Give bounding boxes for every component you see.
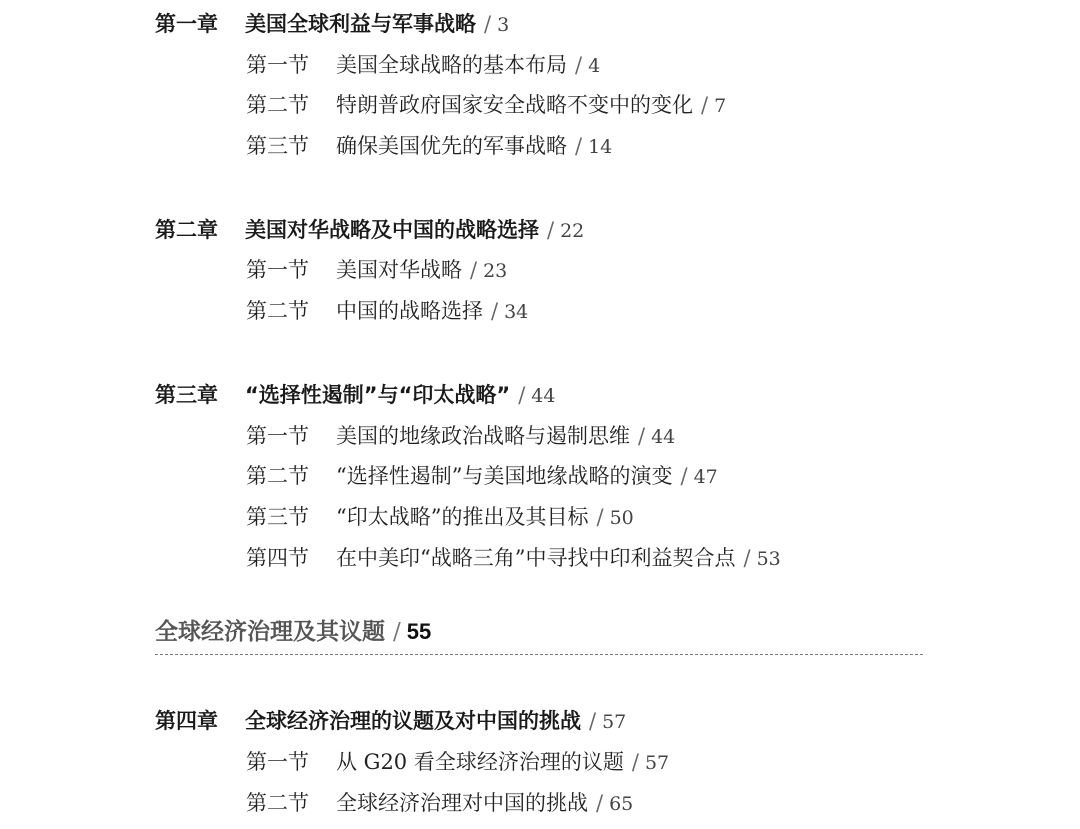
section-3-1-entry[interactable] <box>246 426 675 447</box>
page-number: 47 <box>693 466 718 488</box>
section-label: 第四节 <box>246 546 309 570</box>
section-title: 特朗普政府国家安全战略不变中的变化 <box>336 93 693 117</box>
section-title: “选择性遏制”与美国地缘战略的演变 <box>336 464 673 488</box>
page-number: 23 <box>483 260 508 282</box>
section-label: 第二节 <box>246 464 309 488</box>
chapter-title: 美国对华战略及中国的战略选择 <box>245 218 539 242</box>
section-2-2-entry[interactable] <box>246 301 528 322</box>
section-title: 全球经济治理对中国的挑战 <box>336 791 588 815</box>
page-number: 44 <box>531 385 556 407</box>
page-number: 22 <box>560 220 585 242</box>
page-number: 14 <box>588 136 613 158</box>
section-2-1-entry[interactable] <box>246 260 507 281</box>
section-label: 第一节 <box>246 750 309 774</box>
chapter-label: 第二章 <box>155 218 218 242</box>
page-separator: / <box>491 299 499 323</box>
section-title: 确保美国优先的军事战略 <box>336 134 567 158</box>
page-separator: / <box>589 709 597 733</box>
section-1-2-entry[interactable] <box>246 95 726 116</box>
chapter-label: 第四章 <box>155 709 218 733</box>
section-4-2-entry[interactable] <box>246 793 633 814</box>
chapter-4-entry[interactable] <box>155 711 626 732</box>
chapter-title: 全球经济治理的议题及对中国的挑战 <box>245 709 581 733</box>
section-3-2-entry[interactable] <box>246 466 718 487</box>
section-1-3-entry[interactable] <box>246 136 612 157</box>
chapter-label: 第三章 <box>155 383 218 407</box>
page-separator: / <box>631 750 639 774</box>
section-label: 第一节 <box>246 258 309 282</box>
page-number: 55 <box>406 619 432 644</box>
page-separator: / <box>393 619 401 645</box>
section-label: 第二节 <box>246 299 309 323</box>
section-title: 美国的地缘政治战略与遏制思维 <box>336 424 630 448</box>
part-title: 全球经济治理及其议题 <box>155 619 385 645</box>
section-4-1-entry[interactable] <box>246 752 669 773</box>
section-title: 从 G20 看全球经济治理的议题 <box>336 750 624 774</box>
chapter-label: 第一章 <box>155 12 218 36</box>
section-label: 第三节 <box>246 134 309 158</box>
page-separator: / <box>680 464 688 488</box>
section-title: 中国的战略选择 <box>336 299 483 323</box>
page-separator: / <box>547 218 555 242</box>
chapter-title: 美国全球利益与军事战略 <box>245 12 476 36</box>
page-separator: / <box>518 383 526 407</box>
page-separator: / <box>575 134 583 158</box>
chapter-title: “选择性遏制”与“印太战略” <box>245 383 511 407</box>
page-separator: / <box>470 258 478 282</box>
section-label: 第二节 <box>246 93 309 117</box>
page-number: 4 <box>588 55 601 77</box>
section-1-1-entry[interactable] <box>246 55 600 76</box>
section-3-3-entry[interactable] <box>246 507 634 528</box>
section-title: 在中美印“战略三角”中寻找中印利益契合点 <box>336 546 736 570</box>
page-number: 57 <box>644 752 670 774</box>
section-label: 第三节 <box>246 505 309 529</box>
page-separator: / <box>484 12 492 36</box>
page-separator: / <box>701 93 709 117</box>
page-separator: / <box>743 546 751 570</box>
page-number: 65 <box>609 793 634 815</box>
section-3-4-entry[interactable] <box>246 548 781 569</box>
section-label: 第一节 <box>246 53 309 77</box>
chapter-1-entry[interactable] <box>155 14 509 35</box>
page-separator: / <box>596 505 604 529</box>
page-separator: / <box>575 53 583 77</box>
part-heading-entry[interactable] <box>155 621 431 644</box>
page-number: 3 <box>497 14 510 36</box>
page-number: 44 <box>651 426 676 448</box>
page-separator: / <box>638 424 646 448</box>
section-title: 美国对华战略 <box>336 258 462 282</box>
dashed-divider <box>155 654 923 655</box>
section-title: 美国全球战略的基本布局 <box>336 53 567 77</box>
page-number: 7 <box>714 95 727 117</box>
page-separator: / <box>596 791 604 815</box>
chapter-3-entry[interactable] <box>155 385 555 406</box>
section-title: “印太战略”的推出及其目标 <box>336 505 589 529</box>
page-number: 50 <box>609 507 634 529</box>
section-label: 第一节 <box>246 424 309 448</box>
section-label: 第二节 <box>246 791 309 815</box>
page-number: 57 <box>602 711 627 733</box>
page-number: 34 <box>504 301 529 323</box>
page-number: 53 <box>756 548 781 570</box>
chapter-2-entry[interactable] <box>155 220 584 241</box>
